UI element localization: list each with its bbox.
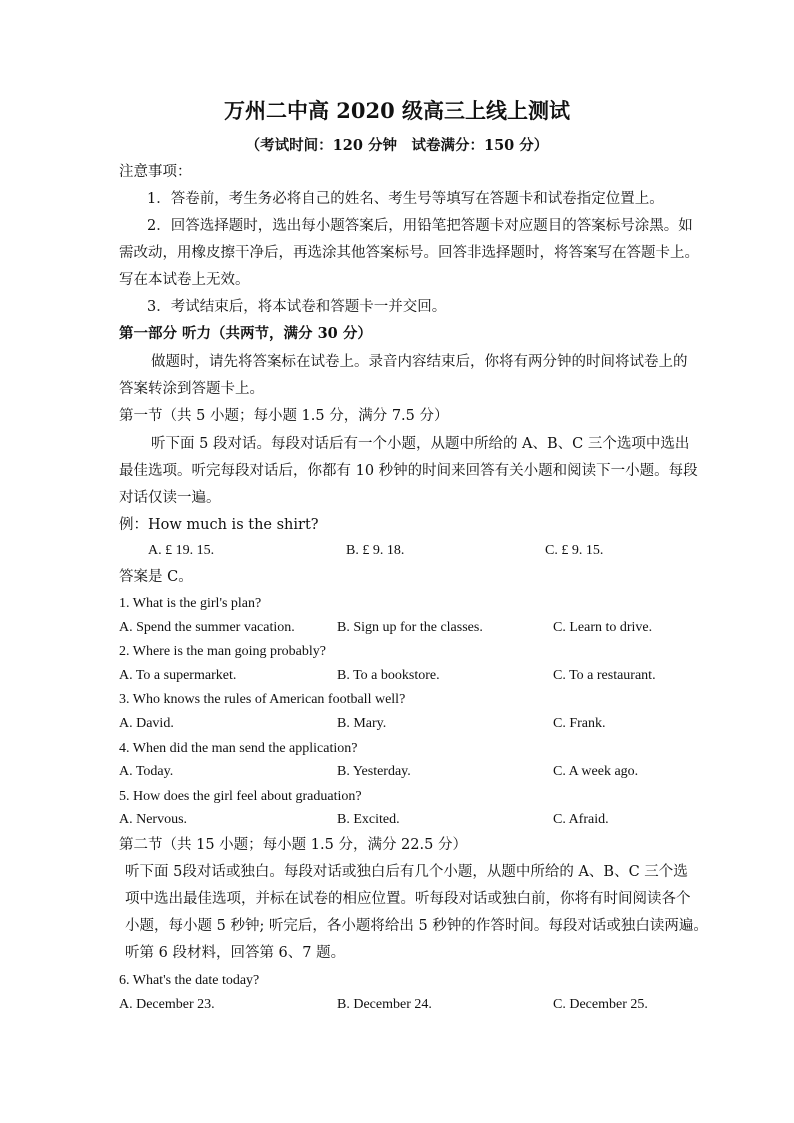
section1-intro-line-1: 听下面 5 段对话。每段对话后有一个小题，从题中所给的 A、B、C 三个选项中选出 bbox=[151, 436, 690, 452]
question-1-option-c: C. Learn to drive. bbox=[553, 620, 653, 635]
question-6-option-c: C. December 25. bbox=[553, 997, 648, 1012]
question-3: 3. Who knows the rules of American football well? bbox=[119, 692, 406, 707]
question-3-option-a: A. David. bbox=[119, 716, 174, 731]
question-2-option-b: B. To a bookstore. bbox=[337, 668, 440, 683]
question-1-option-a: A. Spend the summer vacation. bbox=[119, 620, 295, 635]
notice-item-2-line-1: 2．回答选择题时，选出每小题答案后，用铅笔把答题卡对应题目的答案标号涂黑。如 bbox=[147, 218, 693, 234]
question-4-option-b: B. Yesterday. bbox=[337, 764, 411, 779]
part1-intro-line-2: 答案转涂到答题卡上。 bbox=[119, 381, 264, 397]
question-2-option-c: C. To a restaurant. bbox=[553, 668, 656, 683]
notice-item-3: 3．考试结束后，将本试卷和答题卡一并交回。 bbox=[147, 299, 447, 315]
notice-item-2-line-3: 写在本试卷上无效。 bbox=[119, 272, 250, 288]
question-5-option-c: C. Afraid. bbox=[553, 812, 609, 827]
example-question: 例：How much is the shirt? bbox=[119, 517, 319, 533]
question-6: 6. What's the date today? bbox=[119, 973, 260, 988]
section2-heading: 第二节（共 15 小题；每小题 1.5 分，满分 22.5 分） bbox=[119, 837, 467, 853]
exam-subtitle: （考试时间：120 分钟 试卷满分：150 分） bbox=[245, 137, 549, 154]
part1-heading: 第一部分 听力（共两节，满分 30 分） bbox=[119, 325, 372, 342]
question-6-option-a: A. December 23. bbox=[119, 997, 215, 1012]
question-5: 5. How does the girl feel about graduation? bbox=[119, 789, 362, 804]
exam-title: 万州二中高 2020 级高三上线上测试 bbox=[223, 98, 571, 123]
section1-intro-line-3: 对话仅读一遍。 bbox=[119, 490, 221, 506]
example-option-b: B. £ 9. 18. bbox=[346, 543, 405, 558]
section2-intro-line-2: 项中选出最佳选项，并标在试卷的相应位置。听每段对话或独白前，你将有时间阅读各个 bbox=[125, 891, 691, 907]
question-5-option-a: A. Nervous. bbox=[119, 812, 188, 827]
section2-intro-line-3: 小题，每小题 5 秒钟; 听完后，各小题将给出 5 秒钟的作答时间。每段对话或独白读两遍。 bbox=[125, 918, 708, 934]
question-3-option-c: C. Frank. bbox=[553, 716, 606, 731]
question-1: 1. What is the girl's plan? bbox=[119, 596, 262, 611]
section1-intro-line-2: 最佳选项。听完每段对话后，你都有 10 秒钟的时间来回答有关小题和阅读下一小题。每段 bbox=[119, 463, 698, 479]
notice-item-1: 1．答卷前，考生务必将自己的姓名、考生号等填写在答题卡和试卷指定位置上。 bbox=[147, 191, 664, 207]
question-5-option-b: B. Excited. bbox=[337, 812, 400, 827]
notice-item-2-line-2: 需改动，用橡皮擦干净后，再选涂其他答案标号。回答非选择题时，将答案写在答题卡上。 bbox=[119, 245, 699, 261]
section2-intro-line-4: 听第 6 段材料，回答第 6、7 题。 bbox=[125, 945, 346, 961]
part1-intro-line-1: 做题时，请先将答案标在试卷上。录音内容结束后，你将有两分钟的时间将试卷上的 bbox=[151, 354, 688, 370]
question-6-option-b: B. December 24. bbox=[337, 997, 432, 1012]
question-3-option-b: B. Mary. bbox=[337, 716, 387, 731]
question-2: 2. Where is the man going probably? bbox=[119, 644, 326, 659]
notice-heading: 注意事项： bbox=[119, 164, 192, 180]
example-option-a: A. £ 19. 15. bbox=[148, 543, 215, 558]
section1-heading: 第一节（共 5 小题；每小题 1.5 分，满分 7.5 分） bbox=[119, 408, 449, 424]
question-1-option-b: B. Sign up for the classes. bbox=[337, 620, 483, 635]
example-option-c: C. £ 9. 15. bbox=[545, 543, 604, 558]
question-4-option-c: C. A week ago. bbox=[553, 764, 639, 779]
section2-intro-line-1: 听下面 5段对话或独白。每段对话或独白后有几个小题，从题中所给的 A、B、C 三个选 bbox=[125, 864, 688, 880]
question-4-option-a: A. Today. bbox=[119, 764, 174, 779]
example-answer: 答案是 C。 bbox=[119, 569, 193, 585]
question-2-option-a: A. To a supermarket. bbox=[119, 668, 237, 683]
question-4: 4. When did the man send the application? bbox=[119, 741, 358, 756]
